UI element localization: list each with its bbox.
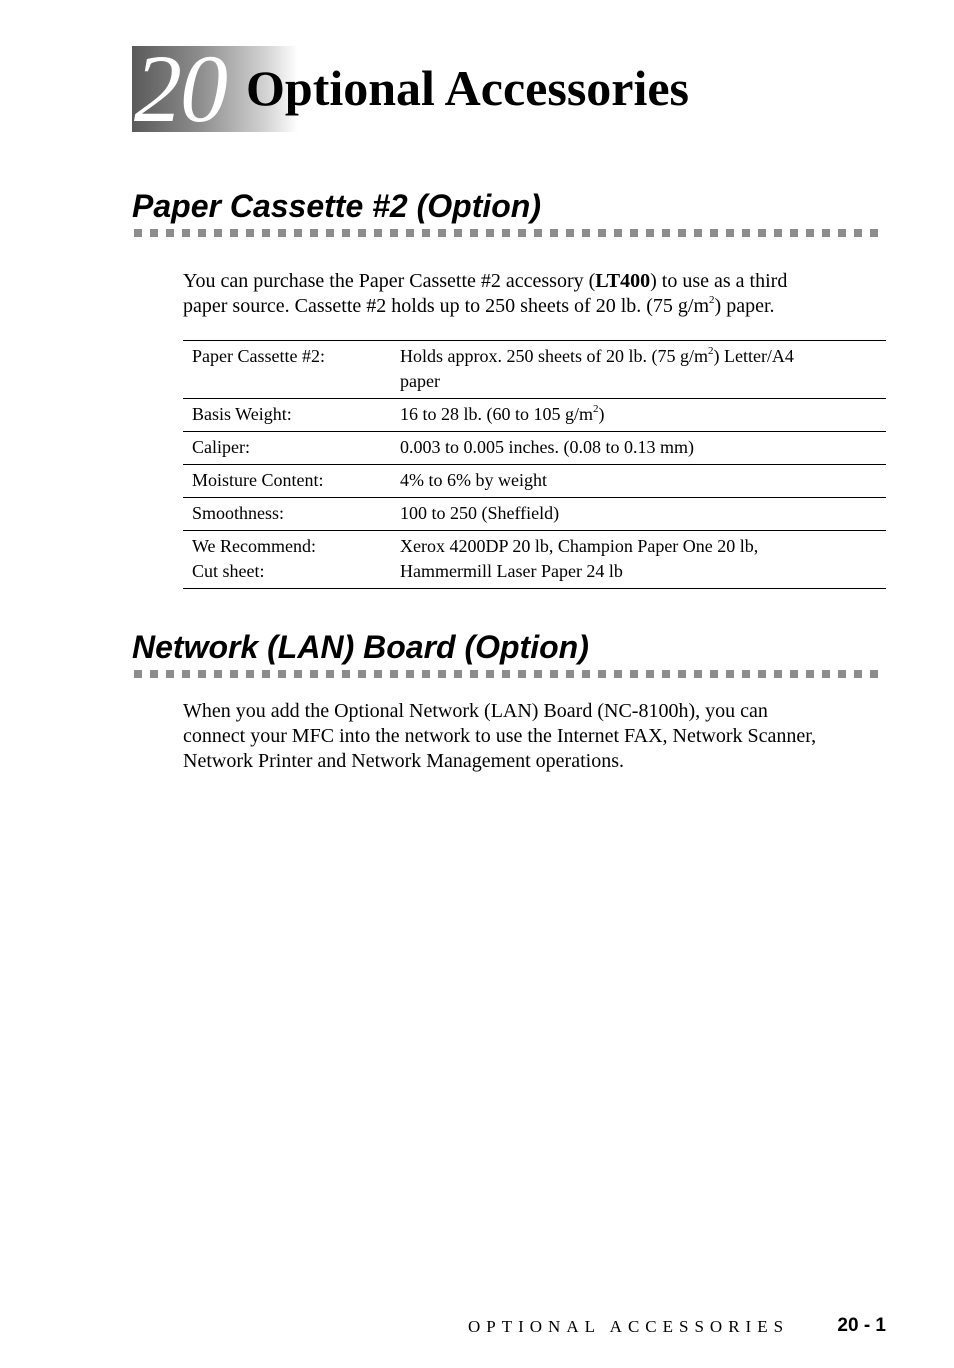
spec-value: Holds approx. 250 sheets of 20 lb. (75 $g/m^2$) Letter/A4 paper bbox=[400, 345, 794, 391]
spec-value: 100 to 250 (Sheffield) bbox=[400, 503, 560, 523]
spec-value: 0.003 to 0.005 inches. (0.08 to 0.13 mm) bbox=[400, 437, 694, 457]
model-number: LT400 bbox=[595, 270, 651, 292]
chapter-number: 20 bbox=[134, 35, 226, 142]
intro-line-2: paper source. Cassette #2 holds up to 250 sheets of 20 lb. (75 $g/m^2$) paper. bbox=[183, 294, 775, 317]
table-row bbox=[183, 341, 886, 399]
section-divider bbox=[134, 229, 886, 237]
table-row bbox=[183, 432, 886, 465]
spec-label: Basis Weight: bbox=[192, 404, 292, 424]
section-heading-paper-cassette: Paper Cassette #2 (Option) bbox=[132, 188, 541, 224]
spec-label: Smoothness: bbox=[192, 503, 285, 523]
footer-chapter-title: OPTIONAL ACCESSORIES bbox=[468, 1317, 790, 1336]
table-row bbox=[183, 399, 886, 432]
table-row bbox=[183, 465, 886, 498]
spec-label: Paper Cassette #2: bbox=[192, 346, 325, 366]
section-heading-network-board: Network (LAN) Board (Option) bbox=[132, 629, 589, 665]
chapter-title: Optional Accessories bbox=[246, 60, 690, 116]
network-paragraph: When you add the Optional Network (LAN) Board (NC-8100h), you can connect your MFC into the network to use the Internet FAX, Network Scanner, Network Printer and Network Management operations. bbox=[183, 700, 817, 772]
spec-value: Xerox 4200DP 20 lb, Champion Paper One 20 lb, Hammermill Laser Paper 24 lb bbox=[400, 536, 759, 581]
spec-label: Moisture Content: bbox=[192, 470, 324, 490]
spec-value: 16 to 28 lb. (60 to 105 $g/m^2$) bbox=[400, 403, 605, 424]
intro-line-1: You can purchase the Paper Cassette #2 accessory (LT400) to use as a third bbox=[183, 270, 788, 292]
spec-label: Caliper: bbox=[192, 437, 250, 457]
page-number: 20 - 1 bbox=[837, 1315, 886, 1336]
table-row bbox=[183, 498, 886, 531]
spec-value: 4% to 6% by weight bbox=[400, 470, 547, 490]
cassette-spec-table bbox=[183, 340, 886, 589]
cassette-intro-paragraph bbox=[183, 269, 893, 319]
section-divider bbox=[134, 670, 886, 678]
table-row bbox=[183, 531, 886, 589]
spec-label: We Recommend: Cut sheet: bbox=[192, 536, 317, 581]
